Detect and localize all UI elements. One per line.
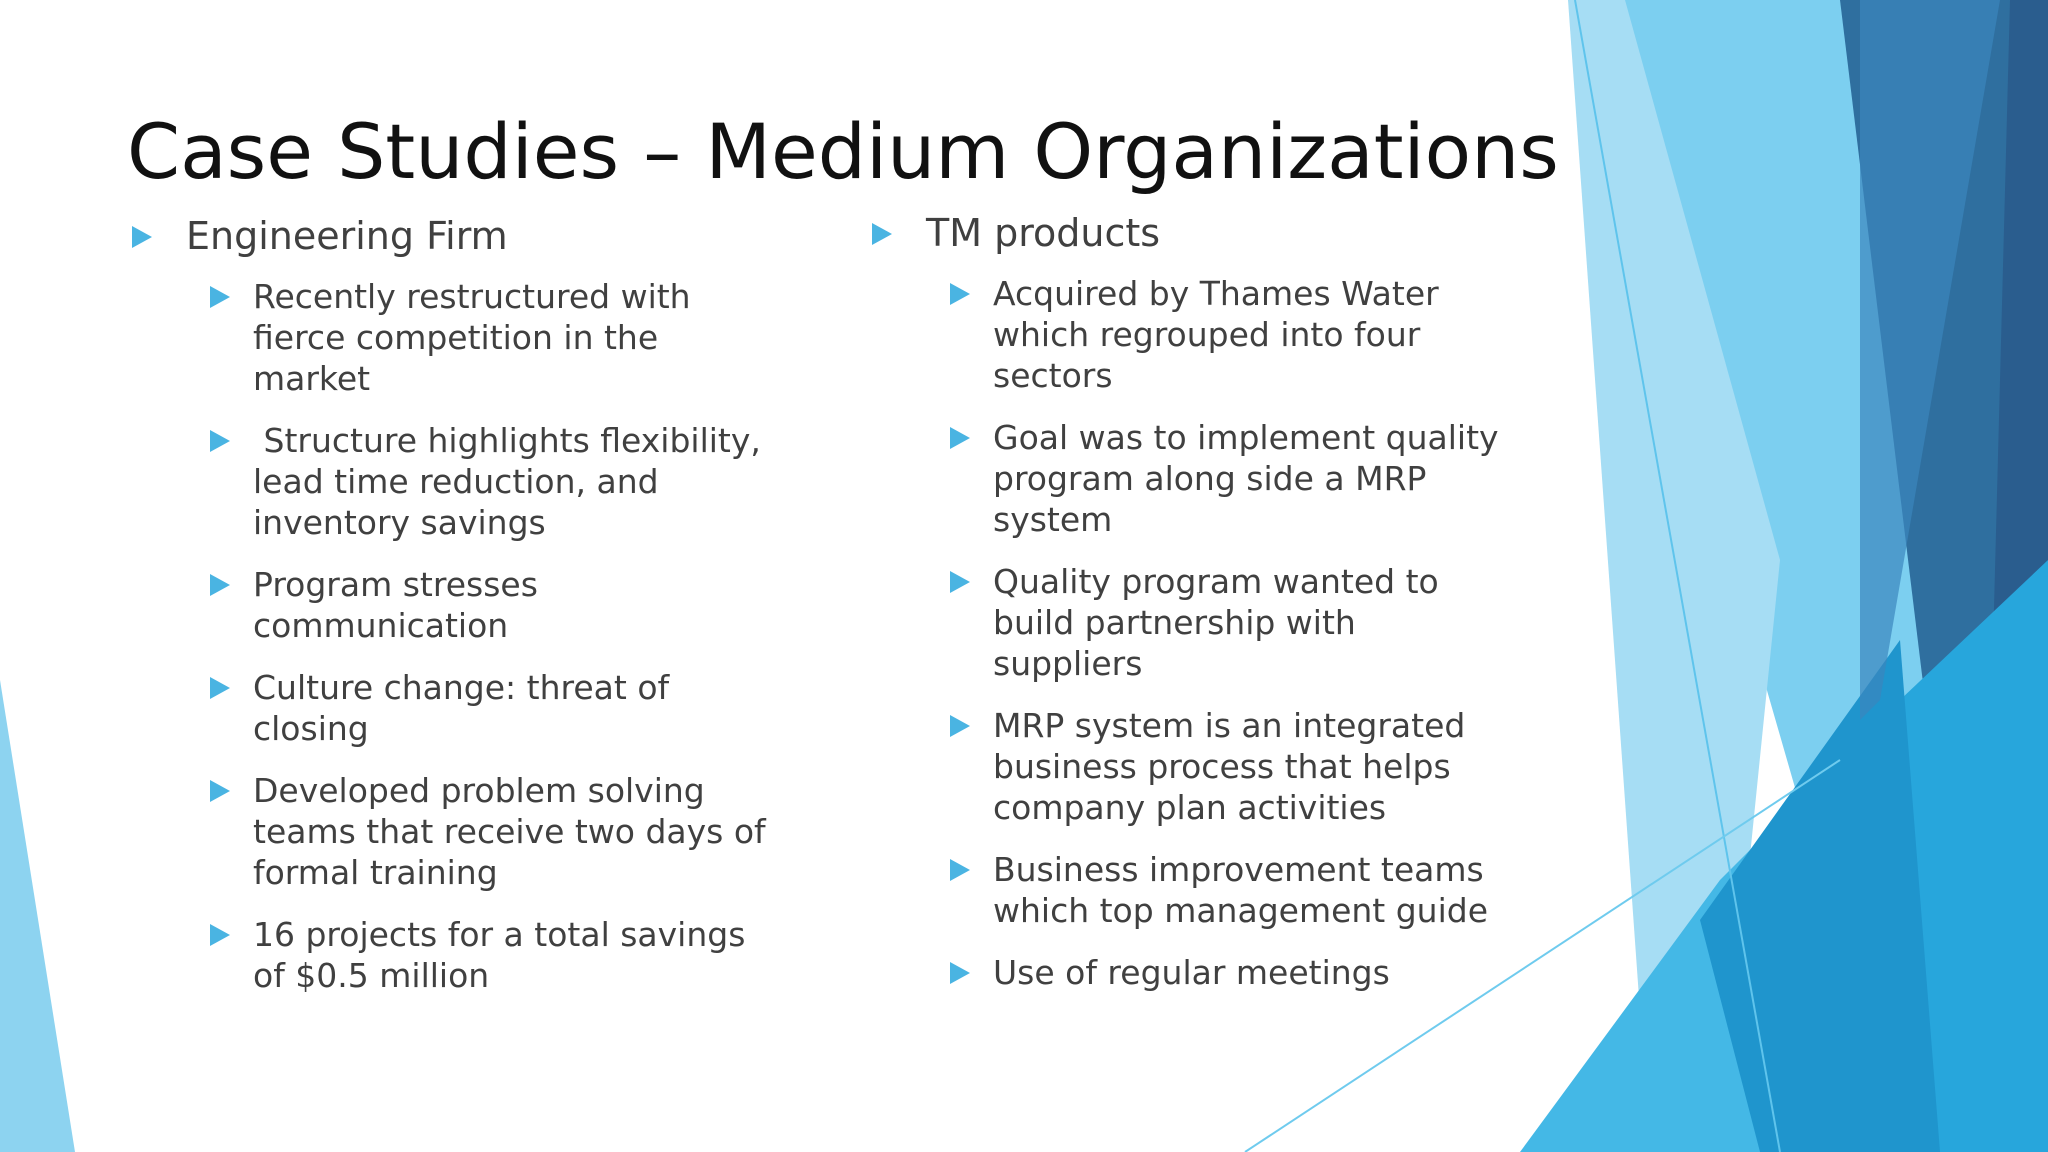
slide-title: Case Studies – Medium Organizations (127, 107, 1559, 196)
right-column (868, 209, 1508, 1014)
list-item-text: Recently restructured with fierce competition in the market (253, 277, 691, 398)
list-item-text: Developed problem solving teams that receive two days of formal training (253, 771, 766, 892)
list-item (868, 417, 1508, 540)
triangle-bullet-icon (950, 715, 970, 737)
list-item (868, 705, 1508, 828)
right-heading-text: TM products (926, 211, 1161, 255)
list-item (868, 273, 1508, 396)
triangle-bullet-icon (950, 283, 970, 305)
triangle-bullet-icon (210, 574, 230, 596)
triangle-bullet-icon (950, 571, 970, 593)
list-item (868, 561, 1508, 684)
list-item-text: Acquired by Thames Water which regrouped into four sectors (993, 274, 1439, 395)
list-item (128, 770, 768, 893)
triangle-bullet-icon (210, 286, 230, 308)
triangle-bullet-icon (210, 924, 230, 946)
list-item-text: Program stresses communication (253, 565, 538, 645)
list-item-text: MRP system is an integrated business process that helps company plan activities (993, 706, 1466, 827)
left-column (128, 212, 772, 1017)
triangle-bullet-icon (950, 427, 970, 449)
triangle-bullet-icon (210, 677, 230, 699)
list-item (128, 667, 768, 749)
triangle-bullet-icon (132, 226, 152, 248)
list-item (128, 914, 768, 996)
list-item-text: 16 projects for a total savings of $0.5 million (253, 915, 746, 995)
triangle-bullet-icon (950, 962, 970, 984)
list-item-text: Quality program wanted to build partnership with suppliers (993, 562, 1439, 683)
left-heading-text: Engineering Firm (186, 214, 508, 258)
list-item-text: Business improvement teams which top management guide (993, 850, 1489, 930)
left-heading-item (128, 212, 768, 260)
right-heading-item (868, 209, 1508, 257)
list-item (868, 849, 1508, 931)
list-item (128, 420, 772, 543)
triangle-bullet-icon (210, 430, 230, 452)
list-item-text: Use of regular meetings (993, 953, 1390, 992)
list-item-text: Goal was to implement quality program along side a MRP system (993, 418, 1499, 539)
triangle-bullet-icon (872, 223, 892, 245)
triangle-bullet-icon (210, 780, 230, 802)
list-item-text: Structure highlights flexibility, lead time reduction, and inventory savings (253, 421, 772, 542)
list-item (128, 276, 768, 399)
list-item-text: Culture change: threat of closing (253, 668, 670, 748)
list-item (868, 952, 1508, 993)
triangle-bullet-icon (950, 859, 970, 881)
list-item (128, 564, 768, 646)
